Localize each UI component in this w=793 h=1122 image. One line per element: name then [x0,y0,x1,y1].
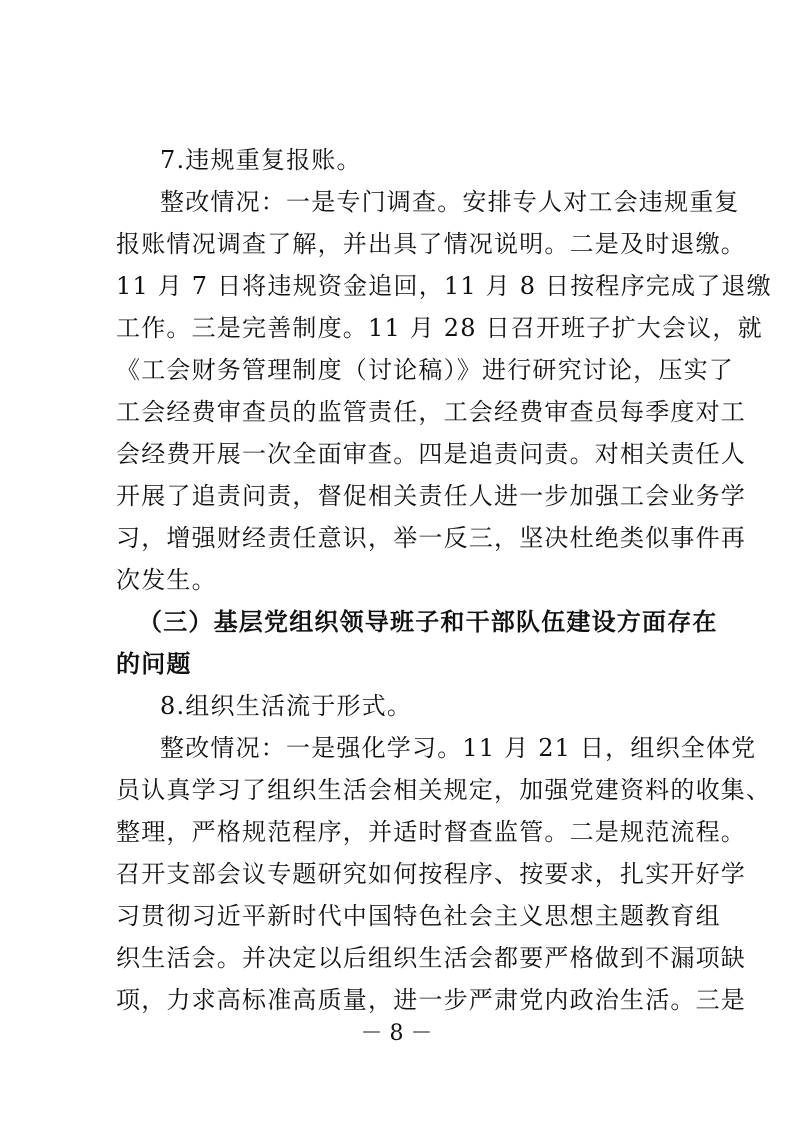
paragraph-line: 整理，严格规范程序，并适时督查监管。二是规范流程。 [116,818,746,846]
section-heading-3: （三）基层党组织领导班子和干部队伍建设方面存在 [138,607,718,636]
paragraph-line: 开展了追责问责，督促相关责任人进一步加强工会业务学 [116,482,746,510]
paragraph-line: 报账情况调查了解，并出具了情况说明。二是及时退缴。 [116,230,746,258]
paragraph-line: 召开支部会议专题研究如何按程序、按要求，扎实开好学 [116,860,746,888]
page-number: － 8 － [360,1021,433,1046]
paragraph-line: 工会经费审查员的监管责任，工会经费审查员每季度对工 [116,398,746,426]
paragraph-line: 习贯彻习近平新时代中国特色社会主义思想主题教育组 [116,902,721,930]
paragraph-line: 《工会财务管理制度（讨论稿）》进行研究讨论，压实了 [116,356,734,384]
paragraph-line: 次发生。 [116,566,217,594]
paragraph-line: 员认真学习了组织生活会相关规定，加强党建资料的收集、 [116,776,772,804]
section-heading-3-cont: 的问题 [116,649,192,678]
paragraph-line: 项，力求高标准高质量，进一步严肃党内政治生活。三是 [116,986,746,1014]
paragraph-line: 习，增强财经责任意识，举一反三，坚决杜绝类似事件再 [116,524,746,552]
item-heading-7: 7.违规重复报账。 [160,146,362,174]
paragraph-line: 织生活会。并决定以后组织生活会都要严格做到不漏项缺 [116,944,746,972]
paragraph-line: 11 月 7 日将违规资金追回，11 月 8 日按程序完成了退缴 [116,272,772,300]
paragraph-line: 工作。三是完善制度。11 月 28 日召开班子扩大会议，就 [116,314,763,342]
item-heading-8: 8.组织生活流于形式。 [160,692,413,720]
paragraph-line: 整改情况：一是强化学习。11 月 21 日，组织全体党 [160,734,757,762]
paragraph-line: 会经费开展一次全面审查。四是追责问责。对相关责任人 [116,440,746,468]
paragraph-line: 整改情况：一是专门调查。安排专人对工会违规重复 [160,188,740,216]
